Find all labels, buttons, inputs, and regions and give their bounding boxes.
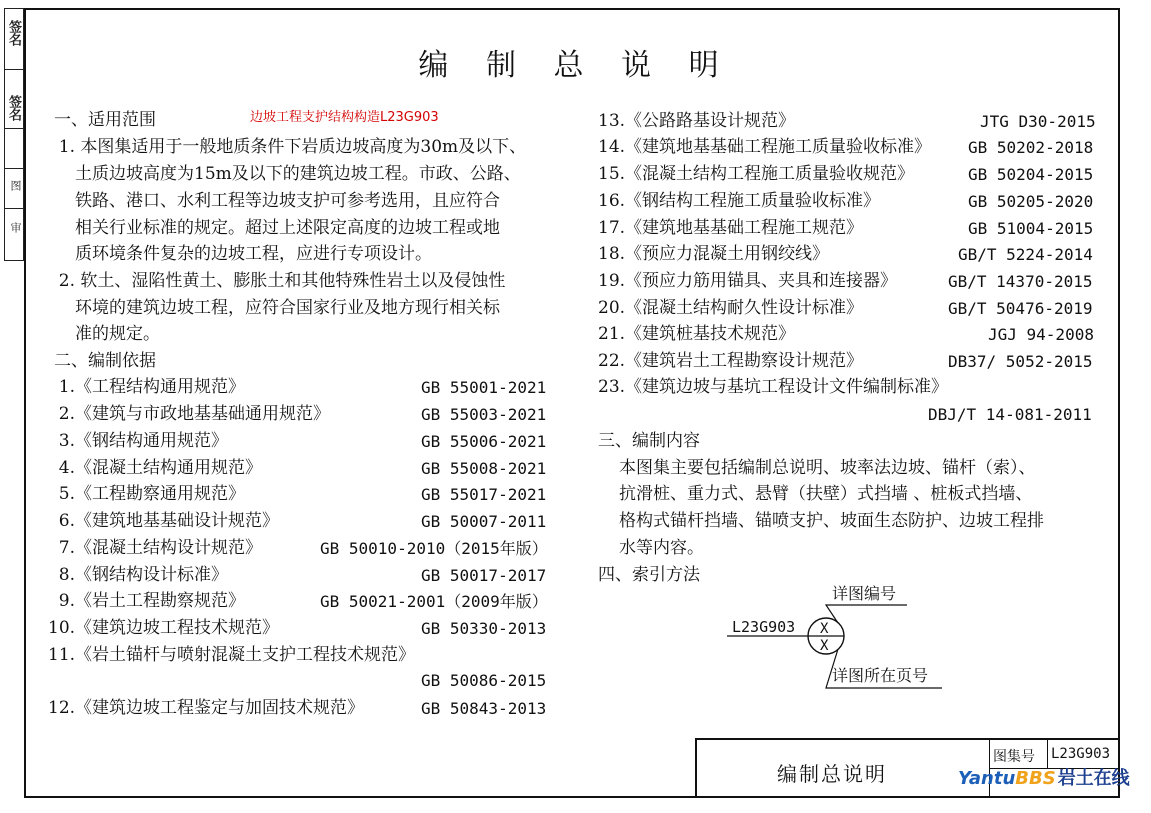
section-heading: 四、索引方法 <box>598 565 700 585</box>
standard-code: JTG D30-2015 <box>980 112 1096 131</box>
strip-label: 图 <box>9 180 22 191</box>
standard-code: GB 50204-2015 <box>968 165 1094 184</box>
standard-code: GB 50086-2015 <box>421 671 547 690</box>
text-line: 抗滑桩、重力式、悬臂（扶壁）式挡墙 、桩板式挡墙、 <box>592 484 1033 504</box>
standard-code: GB 55017-2021 <box>421 485 547 504</box>
standard-code: GB 50205-2020 <box>968 192 1094 211</box>
standard-code: GB 55003-2021 <box>421 405 547 424</box>
standard-code: GB 50017-2017 <box>421 566 547 585</box>
section-heading: 三、编制内容 <box>598 431 700 451</box>
standard-name: 10.《建筑边坡工程技术规范》 <box>48 618 280 638</box>
standard-name: 22.《建筑岩土工程勘察设计规范》 <box>598 351 864 371</box>
text-line: 土质边坡高度为15m及以下的建筑边坡工程。市政、公路、 <box>48 164 521 184</box>
standard-code: GB 55006-2021 <box>421 432 547 451</box>
index-ref-code: L23G903 <box>732 618 796 636</box>
top-leader-line <box>826 605 907 623</box>
standard-name: 4.《混凝土结构通用规范》 <box>48 458 263 478</box>
standard-code: DBJ/T 14-081-2011 <box>928 405 1092 424</box>
standard-name: 15.《混凝土结构工程施工质量验收规范》 <box>598 164 915 184</box>
text-line: 相关行业标准的规定。超过上述限定高度的边坡工程或地 <box>48 218 501 238</box>
standard-name: 14.《建筑地基基础工程施工质量验收标准》 <box>598 137 932 157</box>
text-line: 格构式锚杆挡墙、锚喷支护、坡面生态防护、边坡工程排 <box>592 511 1045 531</box>
standard-name: 21.《建筑桩基技术规范》 <box>598 324 796 344</box>
text-line: 环境的建筑边坡工程，应符合国家行业及地方现行相关标 <box>48 298 501 318</box>
standard-name: 16.《钢结构工程施工质量验收标准》 <box>598 191 881 211</box>
standard-name: 1.《工程结构通用规范》 <box>48 377 246 397</box>
text-line: 水等内容。 <box>592 538 705 558</box>
text-line: 1. 本图集适用于一般地质条件下岩质边坡高度为30m及以下、 <box>48 137 527 157</box>
standard-code: GB 55001-2021 <box>421 378 547 397</box>
section-heading: 二、编制依据 <box>54 351 156 371</box>
page-title: 编 制 总 说 明 <box>418 48 733 83</box>
standard-code: GB 50021-2001（2009年版） <box>320 592 548 611</box>
standard-name: 23.《建筑边坡与基坑工程设计文件编制标准》 <box>598 377 949 397</box>
standard-code: GB/T 14370-2015 <box>948 272 1093 291</box>
standard-name: 13.《公路路基设计规范》 <box>598 111 796 131</box>
standard-code: GB/T 50476-2019 <box>948 299 1093 318</box>
standard-code: GB 50843-2013 <box>421 699 547 718</box>
text-line: 准的规定。 <box>48 324 161 344</box>
standard-name: 2.《建筑与市政地基基础通用规范》 <box>48 404 331 424</box>
standard-code: JGJ 94-2008 <box>988 325 1094 344</box>
standard-name: 11.《岩土锚杆与喷射混凝土支护工程技术规范》 <box>48 645 416 665</box>
standard-code: GB/T 5224-2014 <box>958 245 1093 264</box>
standard-name: 18.《预应力混凝土用钢绞线》 <box>598 244 830 264</box>
text-line: 铁路、港口、水利工程等边坡支护可参考选用，且应符合 <box>48 191 501 211</box>
standard-code: GB 50202-2018 <box>968 138 1094 157</box>
standard-name: 17.《建筑地基基础工程施工规范》 <box>598 218 864 238</box>
standard-code: GB 50330-2013 <box>421 619 547 638</box>
standard-name: 19.《预应力筋用锚具、夹具和连接器》 <box>598 271 898 291</box>
index-bottom-label: 详图所在页号 <box>832 666 929 685</box>
standard-name: 7.《混凝土结构设计规范》 <box>48 538 263 558</box>
text-line: 本图集主要包括编制总说明、坡率法边坡、锚杆（索）、 <box>592 458 1036 478</box>
standard-name: 8.《钢结构设计标准》 <box>48 565 229 585</box>
atlas-number-value: L23G903 <box>1051 746 1111 762</box>
standard-code: GB 55008-2021 <box>421 459 547 478</box>
index-bottom-mark: X <box>820 638 829 654</box>
standard-name: 6.《建筑地基基础设计规范》 <box>48 511 280 531</box>
standard-name: 12.《建筑边坡工程鉴定与加固技术规范》 <box>48 698 365 718</box>
standard-code: GB 51004-2015 <box>968 219 1094 238</box>
standard-name: 20.《混凝土结构耐久性设计标准》 <box>598 298 864 318</box>
index-top-mark: X <box>820 621 829 637</box>
index-top-label: 详图编号 <box>832 584 897 603</box>
strip-label: 审 <box>9 222 22 233</box>
text-line: 2. 软土、湿陷性黄土、膨胀土和其他特殊性岩土以及侵蚀性 <box>48 271 506 291</box>
standard-name: 9.《岩土工程勘察规范》 <box>48 591 246 611</box>
standard-code: GB 50007-2011 <box>421 512 547 531</box>
standard-name: 5.《工程勘察通用规范》 <box>48 484 246 504</box>
text-line: 质环境条件复杂的边坡工程，应进行专项设计。 <box>48 244 433 264</box>
title-block-name: 编制总说明 <box>777 762 887 786</box>
handwritten-signature: 签名 <box>6 95 21 121</box>
section-heading: 一、适用范围 <box>54 110 156 130</box>
atlas-number-label: 图集号 <box>993 749 1035 765</box>
watermark-label: 边坡工程支护结构构造L23G903 <box>250 110 439 125</box>
standard-code: DB37/ 5052-2015 <box>948 352 1093 371</box>
site-logo: YantuBBS 岩土在线 <box>958 768 1130 789</box>
standard-name: 3.《钢结构通用规范》 <box>48 431 229 451</box>
standard-code: GB 50010-2010（2015年版） <box>320 539 548 558</box>
handwritten-signature: 签名 <box>6 20 21 46</box>
